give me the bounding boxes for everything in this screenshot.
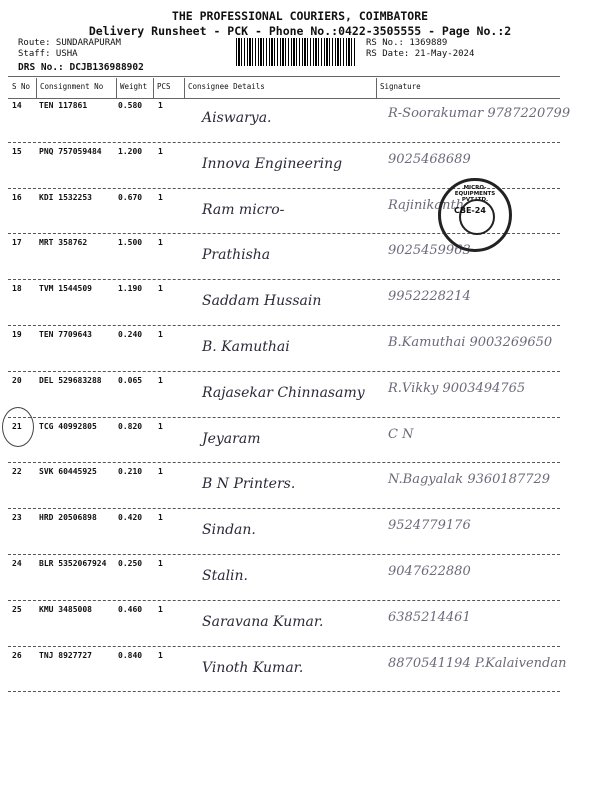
row-consignee-handwritten: Innova Engineering [202,155,343,172]
row-consignment-no: KMU 3485008 [39,604,92,614]
col-weight: Weight [120,82,148,91]
row-consignee-handwritten: Prathisha [202,247,271,264]
row-sno: 14 [12,101,22,110]
row-signature-handwritten: 9524779176 [388,518,471,534]
col-pcs: PCS [157,82,171,91]
row-signature-handwritten: C N [388,426,414,442]
row-weight: 0.065 [118,375,143,385]
pen-circle-mark [2,407,34,447]
route-label: Route: SUNDARAPURAM [18,38,121,48]
col-divider [36,78,37,98]
row-weight: 0.580 [118,101,143,110]
company-stamp [438,178,512,252]
row-consignee-handwritten: Aiswarya. [202,110,272,126]
row-sno: 17 [12,238,22,248]
row-consignment-no: TCG 40992805 [39,421,97,431]
row-signature-handwritten: Rajinikanth [388,197,465,213]
row-pcs: 1 [158,467,163,477]
row-separator [8,325,560,326]
row-sno: 18 [12,284,22,294]
row-consignee-handwritten: Vinoth Kumar. [202,659,304,676]
row-weight: 1.190 [118,284,143,294]
row-pcs: 1 [158,330,163,339]
row-weight: 0.240 [118,330,143,339]
table-header-rule [8,98,560,99]
row-signature-handwritten: 9047622880 [388,564,471,579]
row-consignment-no: MRT 358762 [39,238,88,248]
col-signature: Signature [380,82,421,91]
col-divider [376,78,377,98]
row-weight: 0.670 [118,192,143,202]
row-consignee-handwritten: Saddam Hussain [202,293,322,310]
row-pcs: 1 [158,146,163,156]
col-sno: S No [12,82,31,91]
row-pcs: 1 [158,421,163,431]
runsheet-subtitle: Delivery Runsheet - PCK - Phone No.:0422-3505555 - Page No.:2 [88,24,512,38]
row-consignee-handwritten: Saravana Kumar. [202,613,324,630]
row-weight: 1.200 [118,146,143,156]
row-consignment-no: PNQ 757059484 [39,146,102,156]
row-signature-handwritten: R-Soorakumar 9787220799 [388,106,571,121]
row-pcs: 1 [158,192,163,202]
row-consignment-no: BLR 5352067924 [39,559,107,568]
row-weight: 0.250 [118,559,143,568]
row-weight: 0.840 [118,650,143,660]
company-title: THE PROFESSIONAL COURIERS, COIMBATORE [171,9,429,23]
col-divider [153,78,154,98]
row-weight: 0.210 [118,467,143,477]
row-consignee-handwritten: Jeyaram [202,430,261,447]
row-weight: 0.460 [118,604,143,614]
row-separator [8,554,560,555]
row-weight: 0.820 [118,421,143,431]
row-pcs: 1 [158,101,163,110]
row-consignee-handwritten: Stalin. [202,568,248,584]
row-consignee-handwritten: B. Kamuthai [202,339,290,355]
row-weight: 0.420 [118,513,143,523]
rs-date: RS Date: 21-May-2024 [366,49,475,59]
table-top-rule [8,76,560,77]
row-consignee-handwritten: Sindan. [202,522,256,539]
row-pcs: 1 [158,284,163,294]
row-separator [8,417,560,418]
stamp-inner-circle [459,199,495,235]
row-signature-handwritten: 9952228214 [388,289,471,305]
row-separator [8,142,560,143]
row-consignment-no: HRD 20506898 [39,513,97,523]
row-pcs: 1 [158,559,163,568]
row-pcs: 1 [158,650,163,660]
row-sno: 19 [12,330,22,339]
row-consignee-handwritten: B N Printers. [202,476,296,493]
row-separator [8,462,560,463]
col-divider [116,78,117,98]
row-pcs: 1 [158,375,163,385]
row-sno: 23 [12,513,22,523]
row-separator [8,279,560,280]
row-signature-handwritten: 8870541194 P.Kalaivendan [388,655,567,671]
row-sno: 25 [12,604,22,614]
row-pcs: 1 [158,513,163,523]
stamp-ring-text: MICRO-EQUIPMENTS PVT.LTD. [454,185,496,203]
row-signature-handwritten: R.Vikky 9003494765 [388,380,526,396]
row-consignment-no: TNJ 8927727 [39,650,92,660]
col-consignee: Consignee Details [188,82,265,91]
staff-label: Staff: USHA [18,49,78,59]
row-sno: 20 [12,375,22,385]
row-sno: 24 [12,559,22,568]
row-signature-handwritten: N.Bagyalak 9360187729 [388,472,551,488]
col-divider [184,78,185,98]
row-pcs: 1 [158,604,163,614]
row-consignment-no: SVK 60445925 [39,467,97,477]
row-consignment-no: TEN 7709643 [39,330,92,339]
row-separator [8,371,560,372]
row-signature-handwritten: 6385214461 [388,609,471,625]
row-consignee-handwritten: Rajasekar Chinnasamy [202,384,365,401]
row-consignment-no: KDI 1532253 [39,192,92,202]
stamp-center-text: CBE-24 [454,206,486,215]
row-consignment-no: TEN 117861 [39,101,88,110]
row-consignee-handwritten: Ram micro- [202,201,285,218]
row-sno: 15 [12,146,22,156]
row-separator [8,691,560,692]
row-separator [8,646,560,647]
row-sno: 16 [12,192,22,202]
row-sno: 26 [12,650,22,660]
col-consignment: Consignment No [40,82,104,91]
barcode [236,38,356,66]
row-consignment-no: DEL 529683288 [39,375,102,385]
drs-number: DRS No.: DCJB136988902 [18,62,144,73]
row-signature-handwritten: 9025468689 [388,151,471,167]
row-weight: 1.500 [118,238,143,248]
row-signature-handwritten: B.Kamuthai 9003269650 [388,335,553,350]
row-sno: 21 [12,421,22,431]
row-separator [8,600,560,601]
row-consignment-no: TVM 1544509 [39,284,92,294]
row-pcs: 1 [158,238,163,248]
row-separator [8,508,560,509]
row-sno: 22 [12,467,22,477]
rs-number: RS No.: 1369889 [366,38,448,48]
row-signature-handwritten: 9025459963 [388,243,471,259]
